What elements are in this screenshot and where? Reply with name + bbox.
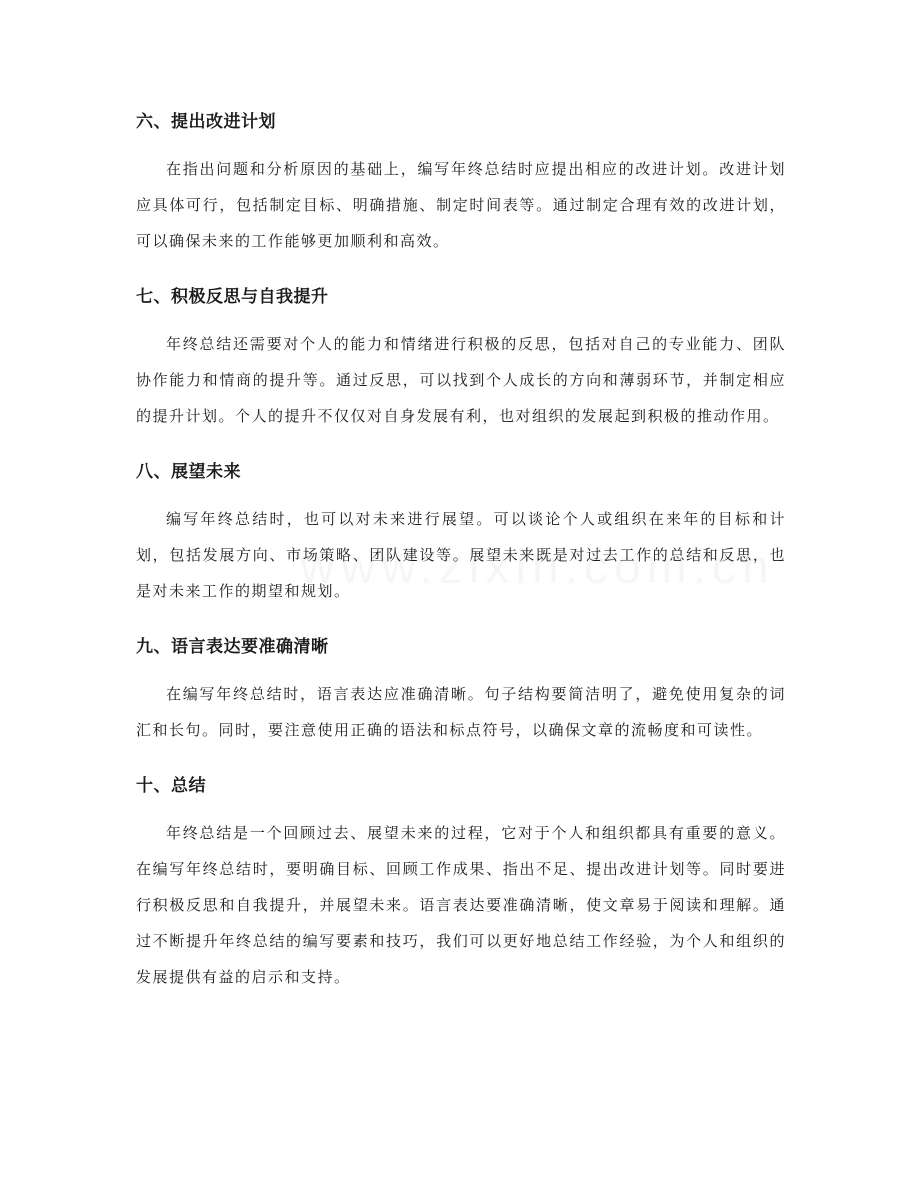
section-9 bbox=[136, 631, 786, 748]
section-7 bbox=[136, 281, 786, 434]
section-body: 年终总结是一个回顾过去、展望未来的过程，它对于个人和组织都具有重要的意义。在编写年终总结时，要明确目标、回顾工作成果、指出不足、提出改进计划等。同时要进行积极反思和自我提升，并展望未来。语言表达要准确清晰，使文章易于阅读和理解。通过不断提升年终总结的编写要素和技巧，我们可以更好地总结工作经验，为个人和组织的发展提供有益的启示和支持。 bbox=[136, 824, 786, 986]
section-8 bbox=[136, 456, 786, 609]
section-heading: 六、提出改进计划 bbox=[136, 112, 276, 132]
section-heading: 九、语言表达要准确清晰 bbox=[136, 637, 329, 657]
section-10 bbox=[136, 770, 786, 995]
section-body: 在编写年终总结时，语言表达应准确清晰。句子结构要简洁明了，避免使用复杂的词汇和长句。同时，要注意使用正确的语法和标点符号，以确保文章的流畅度和可读性。 bbox=[136, 685, 786, 739]
section-heading: 七、积极反思与自我提升 bbox=[136, 287, 329, 307]
section-6 bbox=[136, 106, 786, 259]
section-body: 在指出问题和分析原因的基础上，编写年终总结时应提出相应的改进计划。改进计划应具体可行，包括制定目标、明确措施、制定时间表等。通过制定合理有效的改进计划，可以确保未来的工作能够更加顺利和高效。 bbox=[136, 160, 786, 250]
section-heading: 十、总结 bbox=[136, 776, 206, 796]
document-content bbox=[136, 106, 786, 1017]
section-body: 年终总结还需要对个人的能力和情绪进行积极的反思，包括对自己的专业能力、团队协作能力和情商的提升等。通过反思，可以找到个人成长的方向和薄弱环节，并制定相应的提升计划。个人的提升不仅仅对自身发展有利，也对组织的发展起到积极的推动作用。 bbox=[136, 335, 786, 425]
section-heading: 八、展望未来 bbox=[136, 462, 241, 482]
section-body: 编写年终总结时，也可以对未来进行展望。可以谈论个人或组织在来年的目标和计划，包括发展方向、市场策略、团队建设等。展望未来既是对过去工作的总结和反思，也是对未来工作的期望和规划。 bbox=[136, 510, 786, 600]
